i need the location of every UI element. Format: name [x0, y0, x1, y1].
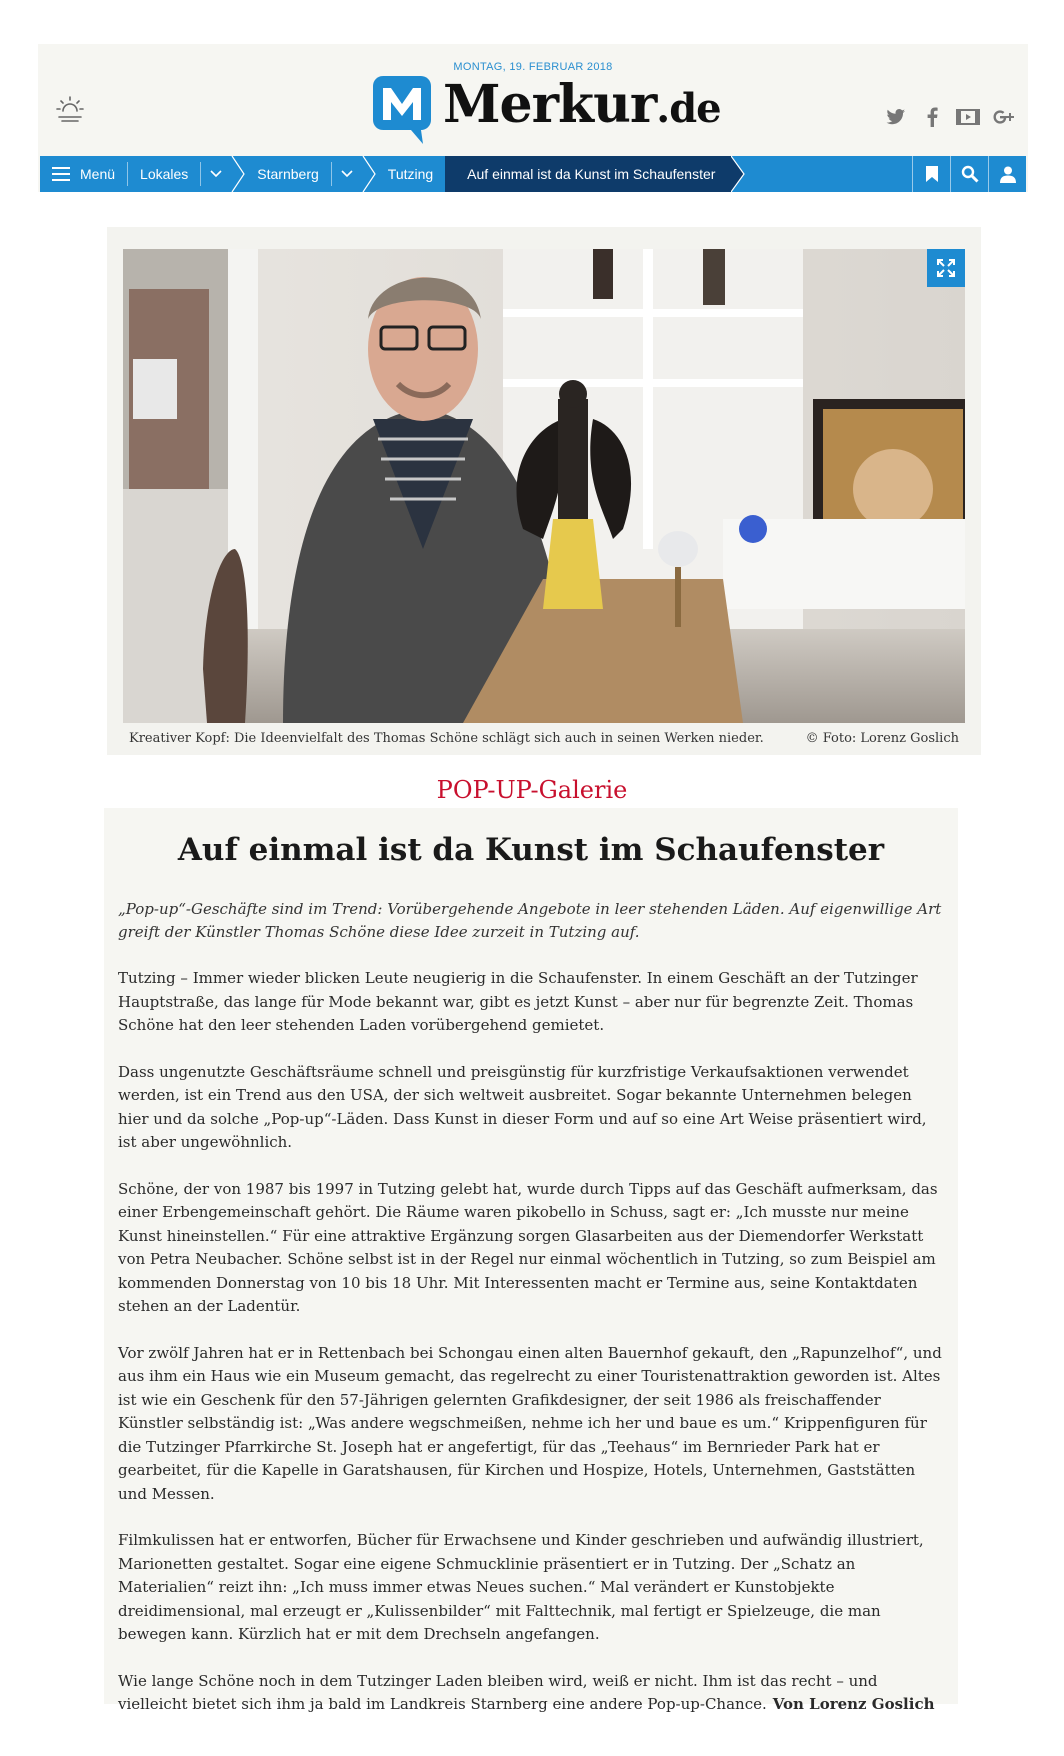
- bookmark-button[interactable]: [912, 156, 950, 192]
- search-icon: [961, 165, 979, 183]
- article-paragraph-text: Wie lange Schöne noch in dem Tutzinger Laden bleiben wird, weiß er nicht. Ihm ist das recht – und vielleicht bietet sich ihm ja bald im Landkreis Starnberg eine andere Pop-up-Chance.: [118, 1671, 878, 1713]
- article-body: [104, 808, 958, 1713]
- menu-label: Menü: [80, 166, 116, 182]
- article-kicker: POP-UP-Galerie: [436, 776, 628, 804]
- article-photo[interactable]: [123, 249, 965, 723]
- google-plus-icon[interactable]: [992, 106, 1016, 128]
- article-author: Von Lorenz Goslich: [772, 1695, 935, 1713]
- video-icon[interactable]: [956, 106, 980, 128]
- site-header: [38, 44, 1028, 192]
- chevron-down-icon[interactable]: [201, 156, 231, 192]
- breadcrumb-arrow-icon: [362, 156, 376, 192]
- bookmark-icon: [925, 165, 939, 183]
- search-button[interactable]: [950, 156, 988, 192]
- merkur-logo[interactable]: [371, 74, 721, 150]
- social-links: [884, 106, 1016, 128]
- caption-text: Kreativer Kopf: Die Ideenvielfalt des Thomas Schöne schlägt sich auch in seinen Werken nieder.: [129, 731, 764, 746]
- article-figure: [107, 227, 981, 755]
- weather-sun-cloud-icon[interactable]: [54, 94, 86, 126]
- breadcrumb-arrow-icon: [231, 156, 245, 192]
- article-paragraph: Filmkulissen hat er entworfen, Bücher für Erwachsene und Kinder geschrieben und aufwändig illustriert, Marionetten gestaltet. Sogar eine eigene Schmucklinie präsentiert er in Tutzing. Der „Schatz an Materialien“ reizt ihn: „Ich muss immer etwas Neues suchen.“ Mal verändert er Kunstobjekte dreidimensional, mal erzeugt er „Kulissenbilder“ mit Falttechnik, mal fertigt er Spielzeuge, die man bewegen kann. Kürzlich hat er mit dem Drechseln angefangen.: [118, 1531, 924, 1643]
- hamburger-icon: [52, 167, 70, 181]
- current-date: MONTAG, 19. FEBRUAR 2018: [453, 61, 613, 73]
- article-paragraph: Vor zwölf Jahren hat er in Rettenbach bei Schongau einen alten Bauernhof gekauft, den „Rapunzelhof“, und aus ihm ein Haus wie ein Museum gemacht, das regelrecht zu einer Touristenattraktion geworden ist. Altes ist wie ein Geschenk für den 57-Jährigen gelernten Grafikdesigner, der seit 1986 als freischaffender Künstler selbständig ist: „Was andere wegschmeißen, nehme ich her und baue es um.“ Krippenfiguren für die Tutzinger Pfarrkirche St. Joseph hat er angefertigt, für das „Teehaus“ im Bernrieder Park hat er gearbeitet, für die Kapelle in Garatshausen, für Kirchen und Hospize, Hotels, Unternehmen, Gaststätten und Messen.: [118, 1343, 942, 1503]
- user-icon: [999, 165, 1017, 183]
- nav-spacer: [745, 156, 912, 192]
- article-paragraph: Dass ungenutzte Geschäftsräume schnell und preisgünstig für kurzfristige Verkaufsaktionen verwendet werden, ist ein Trend aus den USA, der sich weltweit ausbreitet. Sogar bekannte Unternehmen belegen hier und da solche „Pop-up“-Läden. Dass Kunst in dieser Form und auf so eine Art Weise präsentiert wird, ist aber ungewöhnlich.: [118, 1062, 927, 1151]
- facebook-icon[interactable]: [920, 106, 944, 128]
- user-account-button[interactable]: [988, 156, 1026, 192]
- nav-item-lokales[interactable]: Lokales: [140, 166, 189, 182]
- logo-wordmark: Merkur.de: [443, 74, 721, 135]
- article-paragraph: Schöne, der von 1987 bis 1997 in Tutzing gelebt hat, wurde durch Tipps auf das Geschäft aufmerksam, das einer Erbengemeinschaft gehört. Die Räume waren pikobello in Schuss, sagt er: „Ich musste nur meine Kunst hineinstellen.“ Für eine attraktive Ergänzung sorgen Glasarbeiten aus der Diemendorfer Werkstatt von Petra Neubacher. Schöne selbst ist in der Regel nur einmal wöchentlich in Tutzing, so zum Beispiel am kommenden Donnerstag von 10 bis 18 Uhr. Mit Interessenten macht er Termine aus, seine Kontaktdaten stehen an der Ladentür.: [118, 1179, 938, 1315]
- breadcrumb-arrow-icon: [731, 156, 745, 192]
- main-nav: [40, 156, 1026, 192]
- photo-caption: [129, 731, 959, 746]
- expand-image-button[interactable]: [927, 249, 965, 287]
- article-lead: „Pop-up“-Geschäfte sind im Trend: Vorübergehende Angebote in leer stehenden Läden. Auf eigenwillige Art greift der Künstler Thomas Schöne diese Idee zurzeit in Tutzing auf.: [118, 900, 942, 941]
- menu-button[interactable]: [40, 156, 127, 192]
- photo-artist-with-sculpture: [123, 249, 965, 723]
- nav-item-current-article[interactable]: [445, 156, 731, 192]
- chevron-down-icon[interactable]: [332, 156, 362, 192]
- photo-credit: © Foto: Lorenz Goslich: [805, 731, 959, 746]
- article-paragraph: Tutzing – Immer wieder blicken Leute neugierig in die Schaufenster. In einem Geschäft an der Tutzinger Hauptstraße, das lange für Mode bekannt war, gibt es jetzt Kunst – aber nur für begrenzte Zeit. Thomas Schöne hat den leer stehenden Laden vorübergehend gemietet.: [118, 969, 918, 1034]
- twitter-icon[interactable]: [884, 106, 908, 128]
- merkur-logo-icon: [371, 74, 433, 146]
- current-article-label: Auf einmal ist da Kunst im Schaufenster: [467, 166, 716, 182]
- article-headline: Auf einmal ist da Kunst im Schaufenster: [177, 832, 885, 868]
- article-paragraph-last: [118, 1670, 944, 1717]
- fullscreen-icon: [936, 258, 956, 278]
- nav-item-starnberg[interactable]: Starnberg: [257, 166, 319, 182]
- nav-item-tutzing[interactable]: Tutzing: [387, 166, 434, 182]
